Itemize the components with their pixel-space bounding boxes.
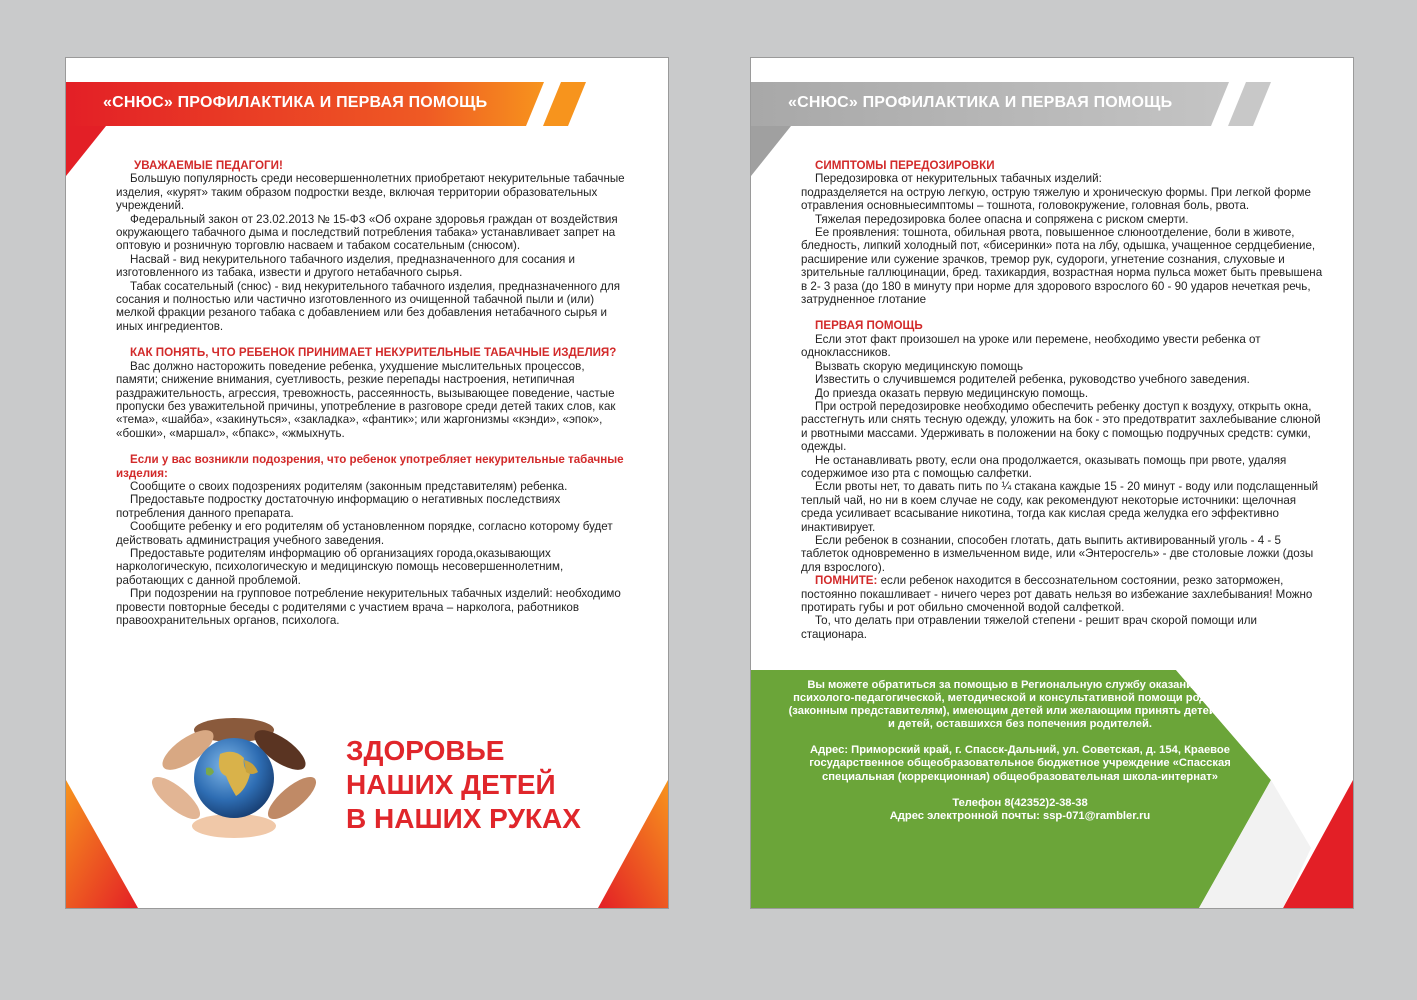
paragraph: Сообщите ребенку и его родителям об установленном порядке, согласно которому будет действовать администрация учебного заведения. <box>116 520 613 547</box>
banner-title: «СНЮС» ПРОФИЛАКТИКА И ПЕРВАЯ ПОМОЩЬ <box>103 94 488 111</box>
paragraph: Вас должно насторожить поведение ребенка, ухудшение мыслительных процессов, памяти; снижение внимания, суетливость, резкие перепады настроения, нетипичная раздражительность, агрессия, тревожность, рассеянность, вызывающее поведение, частые пропуски без уважительной причины, употребление в разговоре среди детей таких слов, как «тема», «шайба», «закинуться», «закладка», «фантик»; или жаргонизмы «кэнди», «эпок», «бошки», «маршал», «бпакс», «жмыхнуть. <box>116 359 616 440</box>
paragraph: Большую популярность среди несовершеннолетних приобретают некурительные табачные изделия, «курят» таким образом подростки везде, включая территории образовательных учреждений. <box>116 172 625 213</box>
left-body-text <box>116 159 626 627</box>
slogan-line: ЗДОРОВЬЕ <box>346 735 505 766</box>
slogan <box>346 734 581 836</box>
paragraph: Предоставьте родителям информацию об организациях города,оказывающих наркологическую, психологическую и медицинскую помощь несовершеннолетним, работающих с данной проблемой. <box>116 546 564 587</box>
left-page <box>65 57 669 909</box>
paragraph: Федеральный закон от 23.02.2013 № 15-ФЗ «Об охране здоровья граждан от воздействия окружающего табачного дыма и последствий потребления табака» устанавливает запрет на оптовую и розничную торговлю насваем и табаком сосательным (снюсом). <box>116 212 618 253</box>
contact-intro: Вы можете обратиться за помощью в Региональную службу оказания услуг психолого-педагогической, методической и консультативной помощи родителям (законным представителям), имеющим детей или желающим принять детей-сирот и детей, оставшихся без попечения родителей. <box>788 679 1252 731</box>
heading-overdose-symptoms: СИМПТОМЫ ПЕРЕДОЗИРОВКИ <box>815 159 995 172</box>
paragraph: подразделяется на острую легкую, острую тяжелую и хроническую формы. При легкой форме отравления основныесимптомы – тошнота, головокружение, головная боль, рвота. <box>801 185 1311 213</box>
remember-label: ПОМНИТЕ: <box>815 574 878 588</box>
contact-address: Адрес: Приморский край, г. Спасск-Дальний, ул. Советская, д. 154, Краевое государственное общеобразовательное бюджетное учреждение «Спасская специальная (коррекционная) общеобразовательная школа-интернат» <box>809 744 1231 783</box>
paragraph: Тяжелая передозировка более опасна и сопряжена с риском смерти. <box>815 212 1189 226</box>
right-page <box>750 57 1354 909</box>
paragraph: Передозировка от некурительных табачных изделий: <box>815 172 1102 186</box>
paragraph: Вызвать скорую медицинскую помощь <box>815 359 1024 373</box>
heading-first-aid: ПЕРВАЯ ПОМОЩЬ <box>815 319 923 333</box>
contact-phone: Телефон 8(42352)2-38-38 <box>952 796 1088 809</box>
slogan-line: НАШИХ ДЕТЕЙ <box>346 769 556 800</box>
paragraph: Насвай - вид некурительного табачного изделия, предназначенного для сосания и изготовленного из табака, извести и другого нетабачного сырья. <box>116 252 575 280</box>
heading-if-suspicion: Если у вас возникли подозрения, что ребенок употребляет некурительные табачные изделия: <box>116 453 624 480</box>
paragraph: Если ребенок в сознании, способен глотать, дать выпить активированный уголь - 4 - 5 таблеток одновременно в измельченном виде, или «Энтеросгель» - две столовые ложки (дозы для взрослого). <box>801 533 1314 574</box>
paragraph: Предоставьте подростку достаточную информацию о негативных последствиях потребления данного препарата. <box>116 493 561 520</box>
paragraph: Если этот факт произошел на уроке или перемене, необходимо увести ребенка от одноклассников. <box>801 332 1261 360</box>
paragraph: До приезда оказать первую медицинскую помощь. <box>815 386 1089 400</box>
heading-dear-teachers: УВАЖАЕМЫЕ ПЕДАГОГИ! <box>134 159 283 172</box>
paragraph: Табак сосательный (снюс) - вид некурительного табачного изделия, предназначенного для сосания и полностью или частично изготовленного из очищенной табачной пыли и (или) мелкой фракции резаного табака с добавлением или без добавления нетабачного сырья и иных ингредиентов. <box>116 279 621 333</box>
banner-title: «СНЮС» ПРОФИЛАКТИКА И ПЕРВАЯ ПОМОЩЬ <box>788 94 1173 111</box>
paragraph: При подозрении на групповое потребление некурительных табачных изделий: необходимо провести повторные беседы с родителями с участием врача – нарколога, работников правоохранительных органов, психолога. <box>116 587 621 627</box>
paragraph: Ее проявления: тошнота, обильная рвота, повышенное слюноотделение, боли в животе, бледность, липкий холодный пот, «бисеринки» пота на лбу, одышка, учащенное сердцебиение, расширение или сужение зрачков, тремор рук, судороги, угнетение сознания, слуховые и зрительные галлюцинации, бред. тахикардия, возрастная норма пульса может быть превышена в 2- 3 раза (до 180 в минуту при норме для здорового взрослого 60 - 90 ударов нечеткая речь, затрудненное глотание <box>801 226 1323 307</box>
hands-globe-image <box>148 710 320 842</box>
paragraph-remember <box>801 574 1326 614</box>
paragraph: Не останавливать рвоту, если она продолжается, оказывать помощь при рвоте, удаляя содержимое изо рта с помощью салфетки. <box>801 453 1287 480</box>
paragraph: То, что делать при отравлении тяжелой степени - решит врач скорой помощи или стационара. <box>801 614 1257 641</box>
slogan-line: В НАШИХ РУКАХ <box>346 803 581 834</box>
right-body-text <box>801 159 1326 641</box>
contact-email: Адрес электронной почты: ssp-071@rambler.ru <box>889 809 1151 822</box>
remember-text: если ребенок находится в бессознательном состоянии, резко заторможен, постоянно покашливает - ничего через рот давать нельзя во избежание захлебывания! Можно протирать губы и рот обильно смоченной водой салфеткой. <box>801 574 1313 614</box>
heading-how-to-tell: КАК ПОНЯТЬ, ЧТО РЕБЕНОК ПРИНИМАЕТ НЕКУРИТЕЛЬНЫЕ ТАБАЧНЫЕ ИЗДЕЛИЯ? <box>130 346 617 360</box>
paragraph: При острой передозировке необходимо обеспечить ребенку доступ к воздуху, открыть окна, расстегнуть или снять тесную одежду, уложить на бок - это предотвратит захлебывание слюной и рвотными массами. Удерживать в положении на боку с помощью подручных средств: сумки, одежды. <box>801 399 1321 454</box>
paragraph: Если рвоты нет, то давать пить по ¼ стакана каждые 15 - 20 минут - воду или подслащенный теплый чай, но ни в коем случае не соду, как рекомендуют некоторые источники: щелочная среда усиливает всасывание никотина, тогда как кислая среда желудка его эффективно инактивирует. <box>801 480 1319 534</box>
paragraph: Сообщите о своих подозрениях родителям (законным представителям) ребенка. <box>130 479 568 493</box>
contact-block <box>785 679 1255 823</box>
paragraph: Известить о случившемся родителей ребенка, руководство учебного заведения. <box>815 373 1250 387</box>
